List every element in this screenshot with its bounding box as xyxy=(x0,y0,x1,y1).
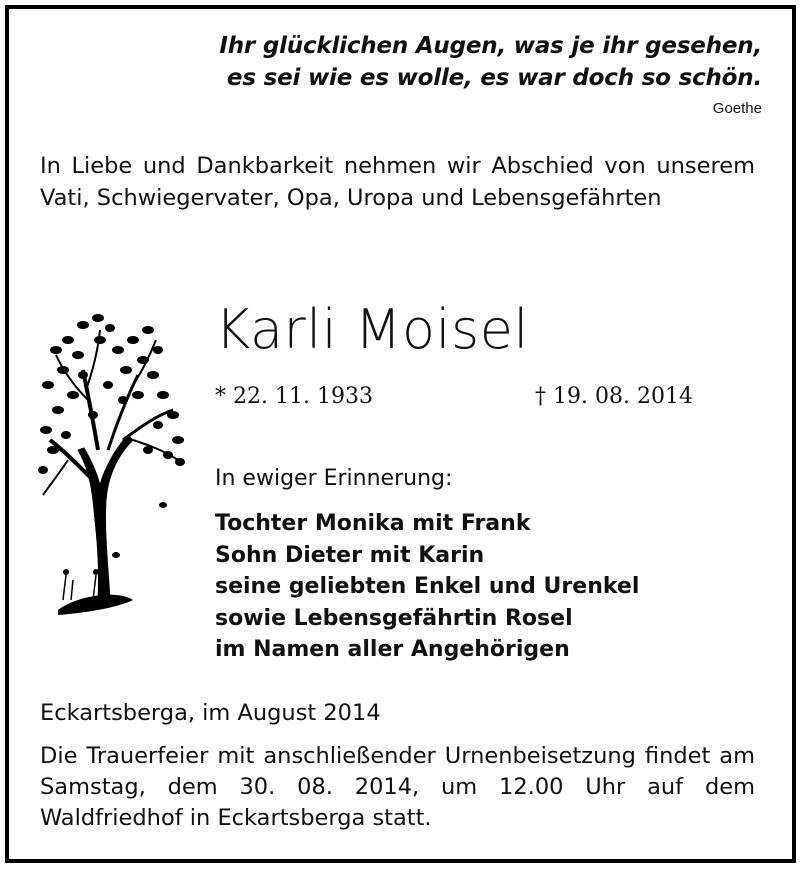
mourner-item: Sohn Dieter mit Karin xyxy=(215,542,485,568)
quote xyxy=(219,30,762,94)
mourners-list xyxy=(215,508,639,666)
mourner-item: im Namen aller Angehörigen xyxy=(215,637,570,662)
birth-date: * 22. 11. 1933 xyxy=(215,384,373,409)
quote-line-1: Ihr glücklichen Augen, was je ihr gesehen, xyxy=(219,33,762,59)
mourner-item: seine geliebten Enkel und Urenkel xyxy=(215,574,640,599)
death-date: † 19. 08. 2014 xyxy=(535,384,693,409)
deceased-name: Karli Moisel xyxy=(215,298,529,361)
mourner-item: sowie Lebensgefährtin Rosel xyxy=(215,605,573,631)
quote-author: Goethe xyxy=(712,100,762,117)
mourner-item: Tochter Monika mit Frank xyxy=(215,511,531,536)
memory-heading: In ewiger Erinnerung: xyxy=(215,466,453,491)
quote-line-2: es sei wie es wolle, es war doch so schön. xyxy=(226,65,762,91)
service-details: Die Trauerfeier mit anschließender Urnenbeisetzung findet am Samstag, dem 30. 08. 2014, um 12.00 Uhr auf dem Waldfriedhof in Eckartsberga statt. xyxy=(40,743,755,831)
tree-icon xyxy=(38,300,188,630)
place-date: Eckartsberga, im August 2014 xyxy=(40,700,381,726)
intro-text: In Liebe und Dankbarkeit nehmen wir Abschied von unserem Vati, Schwiegervater, Opa, Uropa und Lebensgefährten xyxy=(40,153,755,211)
